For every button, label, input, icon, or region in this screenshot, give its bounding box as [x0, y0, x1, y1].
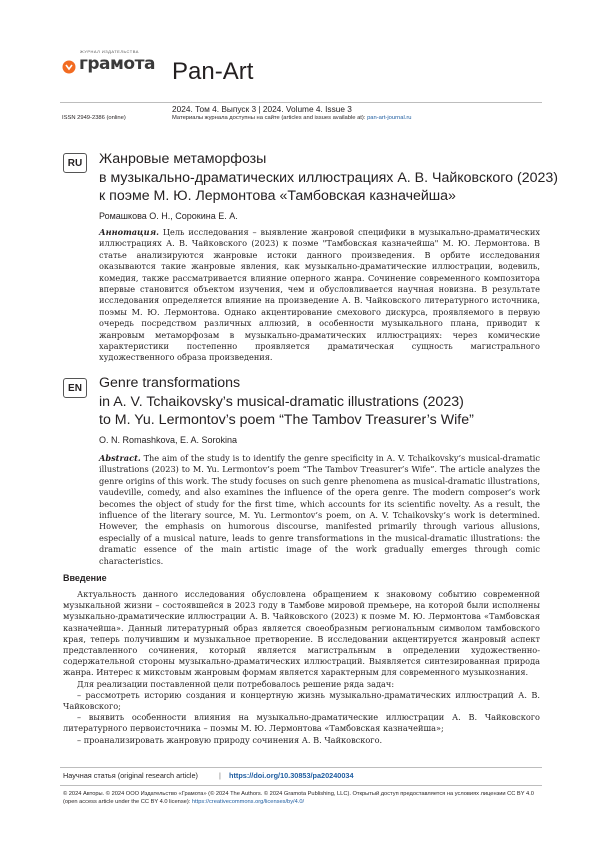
- abstract-ru: [99, 227, 540, 364]
- footer-divider-bottom: [60, 785, 542, 786]
- gramota-logo-icon: [62, 60, 76, 74]
- article-title-ru: Жанровые метаморфозы в музыкально-драматических иллюстрациях А. В. Чайковского (2023) к поэме М. Ю. Лермонтова «Тамбовская казначейша»: [99, 151, 558, 204]
- footer-divider-top: [60, 767, 542, 768]
- issue-info: 2024. Том 4. Выпуск 3 | 2024. Volume 4. Issue 3: [172, 104, 352, 114]
- journal-title: Pan-Art: [172, 58, 254, 85]
- copyright-text: © 2024 Авторы. © 2024 ООО Издательство «Грамота» (© 2024 The Authors. © 2024 Gramota Publishing, LLC). Открытый доступ предоставляется на условиях лицензии CC BY 4.0 (open access article under the CC BY 4.0 license):: [63, 791, 534, 805]
- language-badge-ru: RU: [63, 153, 87, 173]
- materials-availability: [172, 115, 412, 121]
- article-type: Научная статья (original research article): [63, 771, 198, 780]
- authors-en: O. N. Romashkova, E. A. Sorokina: [99, 435, 238, 445]
- materials-text: Материалы журнала доступны на сайте (articles and issues available at):: [172, 115, 368, 121]
- task-list-item: – выявить особенности влияния на музыкально-драматические иллюстрации А. В. Чайковского литературного первоисточника – поэмы М. Ю. Лермонтова «Тамбовская казначейша»;: [63, 712, 540, 734]
- journal-site-link[interactable]: pan-art-journal.ru: [367, 115, 412, 121]
- language-badge-en: EN: [63, 378, 87, 398]
- license-link[interactable]: https://creativecommons.org/licenses/by/4.0/: [191, 799, 305, 805]
- abstract-label-en: Abstract.: [99, 453, 141, 463]
- copyright-notice: [63, 790, 543, 806]
- abstract-en: [99, 453, 540, 567]
- body-text: [63, 589, 540, 746]
- logo-wordmark: грамота: [79, 54, 155, 74]
- doi-link[interactable]: https://doi.org/10.30853/pa20240034: [229, 771, 354, 780]
- abstract-text-ru: Цель исследования – выявление жанровой специфики в музыкально-драматических иллюстрациях А. В. Чайковского (2023) к поэме "Тамбовская казначейша" М. Ю. Лермонтова. В статье анализируются жанровые истоки данного произведения. В орбите исследования оказываются такие жанровые явления, как музыкально-драматические иллюстрации, водевиль, комедия, также рассматривается влияние оперного жанра. Сочинение современного композитора впервые становится объектом изучения, чем и обусловливается научная новизна. В результате исследования определяется влияние на произведение А. В. Чайковского литературного источника, поэмы М. Ю. Лермонтова. Однако акцентирование смехового дискурса, проявляемого в первую очередь посредством различных аллюзий, в особенности музыкального плана, приводит к жанровым метаморфозам в музыкально-драматических иллюстрациях: через комические характеристики постепенно проявляется драматическая сущность магистрального художественного образа произведения.: [99, 227, 540, 363]
- article-title-en: Genre transformations in A. V. Tchaikovsky’s musical-dramatic illustrations (2023) to M. Yu. Lermontov’s poem “The Tambov Treasurer’s Wife”: [99, 375, 474, 428]
- body-paragraph: Для реализации поставленной цели потребовалось решение ряда задач:: [77, 678, 395, 689]
- task-list-item: – рассмотреть историю создания и концертную жизнь музыкально-драматических иллюстраций А. В. Чайковского;: [63, 689, 540, 712]
- logo-tagline: ЖУРНАЛ ИЗДАТЕЛЬСТВА: [80, 49, 139, 54]
- footer-separator: |: [219, 771, 221, 780]
- header-divider: [60, 102, 542, 103]
- body-paragraph: Актуальность данного исследования обусловлена обращением к знаковому событию современной музыкальной жизни – состоявшейся в 2023 году в Тамбове мировой премьере, на которой были исполнены музыкально-драматические иллюстрации А. В. Чайковского (2023) к поэме М. Ю. Лермонтова «Тамбовская казначейша». Данный литературный образ является своеобразным региональным символом тамбовского края, теперь получившим и музыкальное претворение. В исследовании акцентируется жанровый аспект представленного сочинения, который является магистральным в определении художественно-содержательной стороны музыкально-драматических иллюстраций. Выявляется синтезированная природа жанра. Интерес к микстовым жанровым формам является характерным для современного музыкознания.: [63, 589, 540, 678]
- issn: ISSN 2949-2386 (online): [62, 115, 126, 121]
- section-heading-introduction: Введение: [63, 573, 107, 583]
- abstract-text-en: The aim of the study is to identify the genre specificity in A. V. Tchaikovsky’s musical-dramatic illustrations (2023) to M. Yu. Lermontov’s poem “The Tambov Treasurer’s Wife”. The article analyzes the genre origins of this work. The study focuses on such genre phenomena as musical-dramatic illustrations, vaudeville, comedy, and also examines the influence of the opera genre. The modern composer’s work becomes the object of study for the first time, which accounts for its scientific novelty. As a result, the influence of the literary source, M. Yu. Lermontov’s poem, on A. V. Tchaikovsky’s work is determined. However, the emphasis on humorous discourse, manifested primarily through various allusions, especially of a musical nature, leads to genre transformations in the musical-dramatic illustrations: the dramatic essence of the main artistic image of the work gradually emerges through comic characteristics.: [99, 453, 540, 566]
- authors-ru: Ромашкова О. Н., Сорокина Е. А.: [99, 211, 238, 221]
- task-list-item: – проанализировать жанровую природу сочинения А. В. Чайковского.: [77, 734, 383, 745]
- abstract-label-ru: Аннотация.: [99, 227, 159, 237]
